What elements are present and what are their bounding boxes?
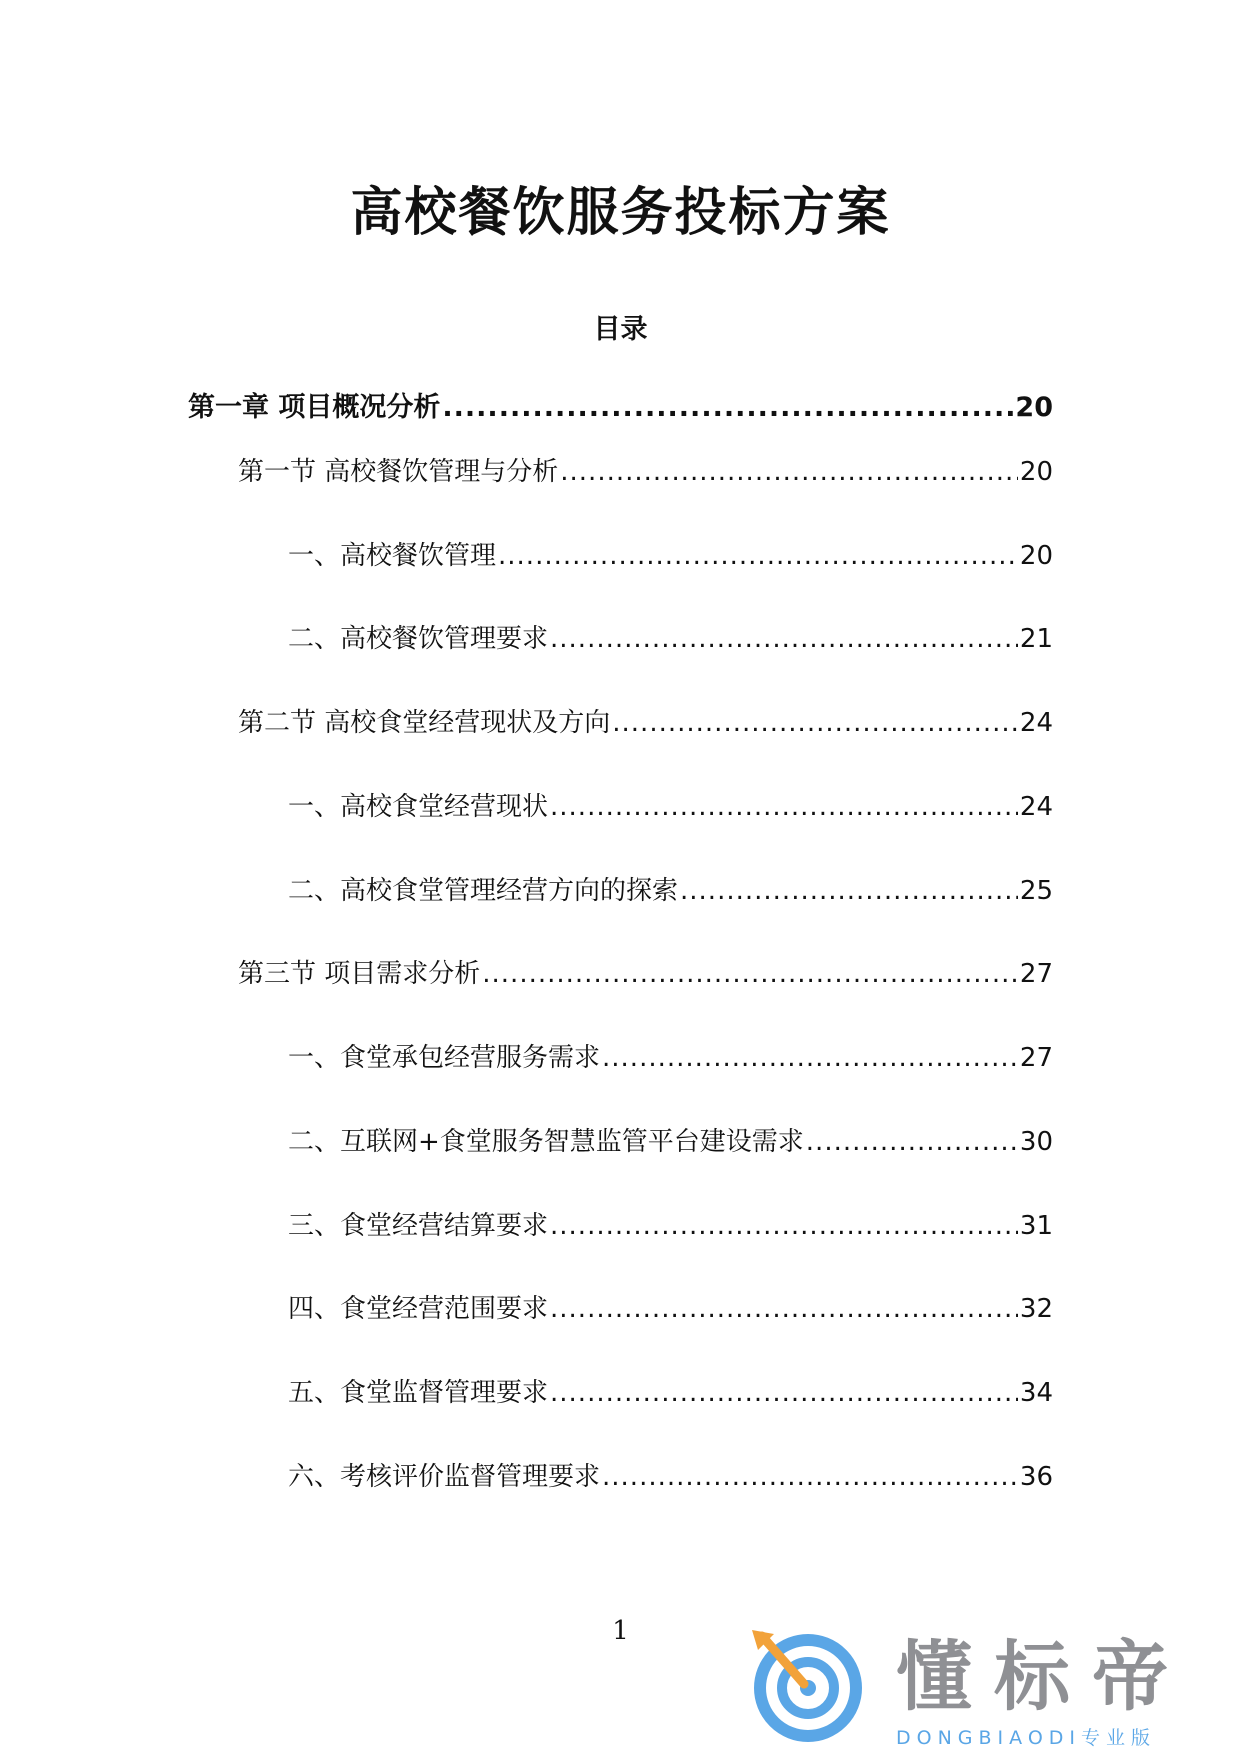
toc-entry-title: 第三节 项目需求分析 <box>238 959 481 989</box>
toc-entry-page: 20 <box>1019 541 1053 571</box>
watermark-logo <box>748 1618 1241 1754</box>
toc-entry-title: 五、食堂监督管理要求 <box>288 1378 549 1408</box>
toc-entry-item[interactable] <box>288 787 1053 827</box>
toc-leader-dots <box>550 1206 1018 1246</box>
toc-heading: 目录 <box>593 314 648 345</box>
toc-entry-page: 21 <box>1019 624 1053 654</box>
toc-entry-item[interactable] <box>288 1038 1053 1078</box>
toc-leader-dots <box>806 1122 1018 1162</box>
toc-entry-title: 第二节 高校食堂经营现状及方向 <box>238 708 611 738</box>
toc-entry-item[interactable] <box>288 1206 1053 1246</box>
toc-entry-title: 第一章 项目概况分析 <box>188 392 441 423</box>
watermark-name: 懂标帝 <box>896 1632 1190 1721</box>
toc-entry-title: 二、高校食堂管理经营方向的探索 <box>288 876 679 906</box>
toc-entry-title: 一、高校餐饮管理 <box>288 541 497 571</box>
toc-entry-page: 27 <box>1019 959 1053 989</box>
document-title: 高校餐饮服务投标方案 <box>350 183 891 243</box>
toc-entry-page: 36 <box>1019 1462 1053 1492</box>
toc-entry-title: 二、互联网+食堂服务智慧监管平台建设需求 <box>288 1127 804 1157</box>
toc-entry-item[interactable] <box>288 1373 1053 1413</box>
toc-entry-page: 30 <box>1019 1127 1053 1157</box>
toc-entry-page: 24 <box>1019 792 1053 822</box>
toc-entry-section[interactable] <box>238 703 1053 743</box>
toc-leader-dots <box>550 1289 1018 1329</box>
toc-entry-item[interactable] <box>288 871 1053 911</box>
toc-entry-title: 三、食堂经营结算要求 <box>288 1211 549 1241</box>
toc-leader-dots <box>550 1373 1018 1413</box>
toc-leader-dots <box>498 536 1018 576</box>
toc-entry-page: 24 <box>1019 708 1053 738</box>
toc-entry-item[interactable] <box>288 1457 1053 1497</box>
toc-entry-page: 20 <box>1019 457 1053 487</box>
toc-entry-title: 四、食堂经营范围要求 <box>288 1294 549 1324</box>
toc-leader-dots <box>482 954 1018 994</box>
toc-entry-section[interactable] <box>238 954 1053 994</box>
toc-leader-dots <box>560 452 1018 492</box>
toc-leader-dots <box>602 1457 1018 1497</box>
target-arrow-icon <box>748 1628 868 1748</box>
toc-entry-page: 31 <box>1019 1211 1053 1241</box>
toc-leader-dots <box>442 388 1013 428</box>
toc-entry-title: 一、高校食堂经营现状 <box>288 792 549 822</box>
toc-entry-item[interactable] <box>288 1289 1053 1329</box>
toc-entry-page: 25 <box>1019 876 1053 906</box>
toc-leader-dots <box>602 1038 1018 1078</box>
toc-entry-title: 一、食堂承包经营服务需求 <box>288 1043 601 1073</box>
toc-leader-dots <box>612 703 1018 743</box>
toc-entry-item[interactable] <box>288 1122 1053 1162</box>
toc-leader-dots <box>680 871 1018 911</box>
toc-entry-chapter[interactable] <box>188 388 1053 428</box>
watermark-subtitle: DONGBIAODI专业版 <box>896 1727 1157 1749</box>
toc-entry-page: 27 <box>1019 1043 1053 1073</box>
toc-entry-title: 第一节 高校餐饮管理与分析 <box>238 457 559 487</box>
toc-entry-page: 34 <box>1019 1378 1053 1408</box>
toc-entry-title: 六、考核评价监督管理要求 <box>288 1462 601 1492</box>
toc-entry-item[interactable] <box>288 619 1053 659</box>
toc-leader-dots <box>550 787 1018 827</box>
toc-entry-title: 二、高校餐饮管理要求 <box>288 624 549 654</box>
page-number: 1 <box>612 1616 629 1646</box>
toc-entry-page: 32 <box>1019 1294 1053 1324</box>
toc-entry-item[interactable] <box>288 536 1053 576</box>
toc-entry-section[interactable] <box>238 452 1053 492</box>
toc-leader-dots <box>550 619 1018 659</box>
toc-entry-page: 20 <box>1015 392 1053 423</box>
